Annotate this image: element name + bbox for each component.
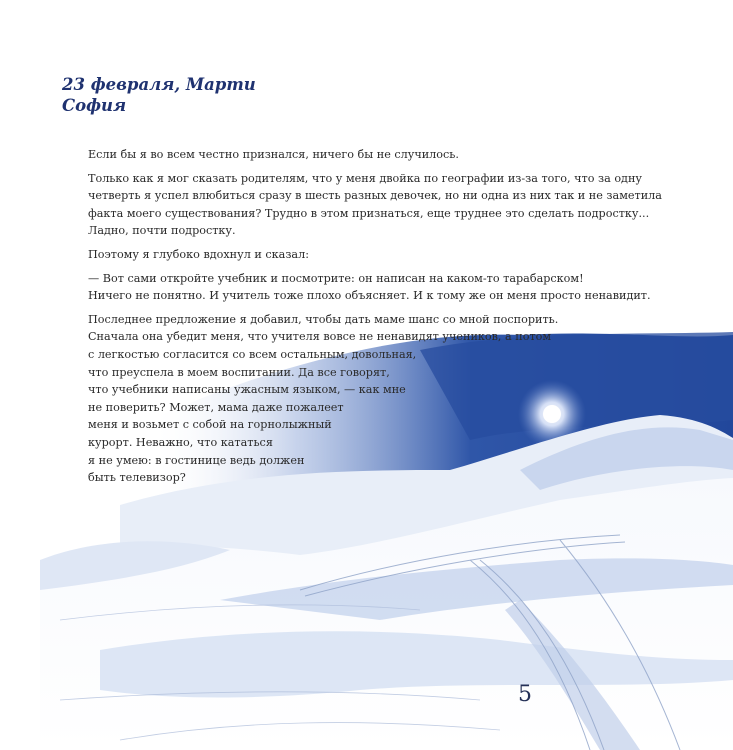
entry-date: 23 февраля, Марти	[62, 75, 256, 94]
paragraph-1: Если бы я во всем честно признался, ничего бы не случилось.	[88, 148, 459, 161]
page-number: 5	[518, 682, 532, 707]
entry-heading	[62, 74, 256, 116]
diary-text	[62, 146, 662, 493]
paragraph-5: Последнее предложение я добавил, чтобы дать маме шанс со мной поспорить. Сначала она убедит меня, что учителя вовсе не ненавидят учеников, а потом с легкостью согласится со всем остальным, довольная, что преуспела в моем воспитании. Да все говорят, что учебники написаны ужасным языком, — как мне не поверить? Может, мама даже пожалеет меня и возьмет с собой на горнолыжный курорт. Неважно, что кататься я не умею: в гостинице ведь должен быть телевизор?	[88, 312, 559, 485]
paragraph-4: — Вот сами откройте учебник и посмотрите: он написан на каком-то тарабарском! Ничего не понятно. И учитель тоже плохо объясняет. И к тому же он меня просто ненавидит.	[88, 271, 651, 303]
entry-city: София	[62, 96, 127, 115]
paragraph-3: Поэтому я глубоко вдохнул и сказал:	[88, 247, 309, 261]
paragraph-2: Только как я мог сказать родителям, что у меня двойка по географии из-за того, что за одну четверть я успел влюбиться сразу в шесть разных девочек, но ни одна из них так и не заметила факта моего существования? Трудно в этом признаться, еще труднее это сделать подростку... Ладно, почти подростку.	[88, 171, 662, 238]
